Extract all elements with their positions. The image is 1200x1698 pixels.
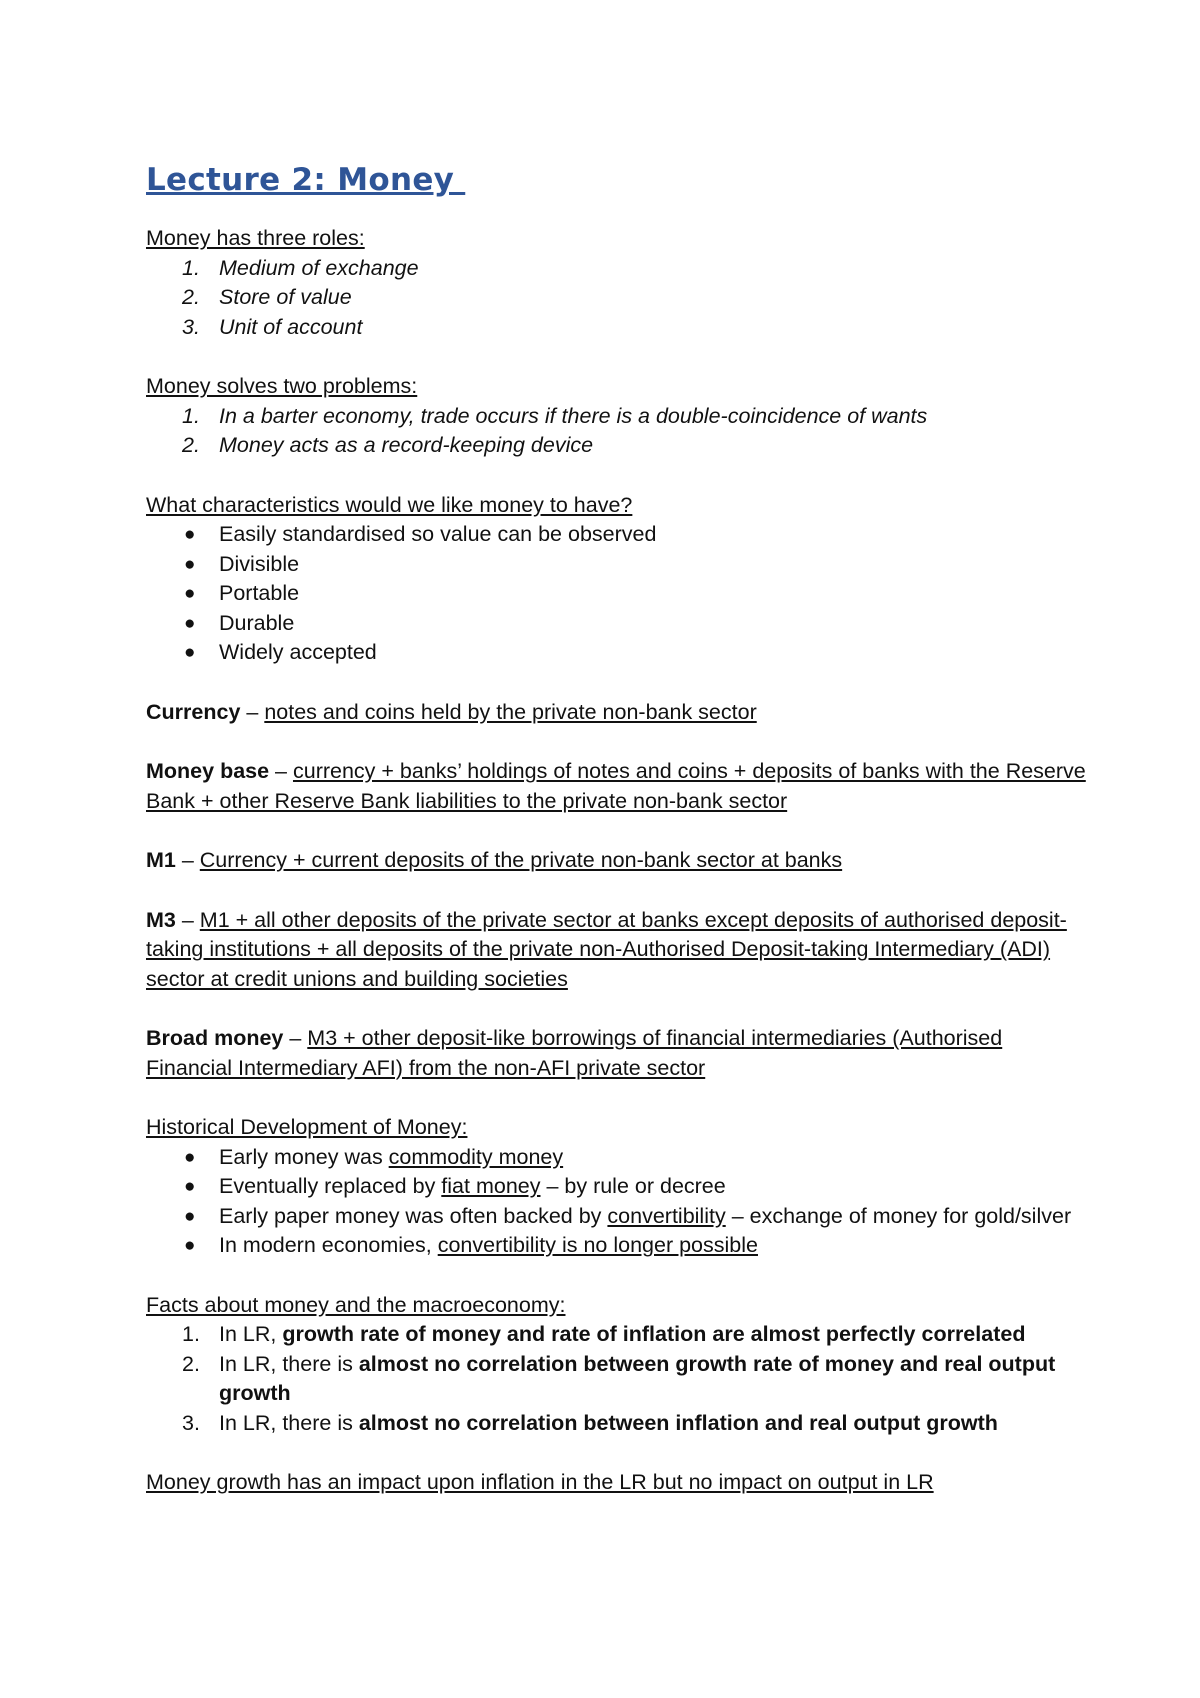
definition-separator: – (175, 907, 200, 932)
facts-heading: Facts about money and the macroeconomy: (146, 1292, 566, 1317)
list-item-emphasis: convertibility is no longer possible (437, 1233, 758, 1257)
problems-heading: Money solves two problems: (146, 374, 418, 398)
list-number: 1. (182, 255, 200, 280)
list-item (146, 1350, 1086, 1409)
list-item (146, 579, 1086, 609)
definition-text: M3 + other deposit-like borrowings of financial intermediaries (Authorised Financial Intermediary AFI) from the non-AFI private sector (146, 1026, 1003, 1080)
list-item (146, 609, 1086, 639)
list-item-text: Early paper money was often backed by (219, 1203, 608, 1228)
definition-m3 (146, 906, 1086, 995)
bullet-icon: ● (184, 553, 196, 575)
list-number: 2. (182, 285, 200, 309)
list-item-text: In LR, (219, 1322, 283, 1346)
list-item (146, 1143, 1086, 1173)
list-number: 3. (182, 1410, 200, 1435)
bullet-icon: ● (184, 1146, 196, 1168)
list-item-text: Eventually replaced by (219, 1174, 442, 1198)
definition-text: Currency + current deposits of the private non-bank sector at banks (199, 848, 843, 872)
list-item-text: Money acts as a record-keeping device (219, 433, 594, 457)
facts-list (146, 1320, 1086, 1438)
definition-term: M3 (146, 907, 176, 932)
definition-text: currency + banks’ holdings of notes and coins + deposits of banks with the Reserve Bank + other Reserve Bank liabilities to the private non-bank sector (146, 759, 1086, 813)
definition-m1 (146, 846, 1086, 876)
definition-text: M1 + all other deposits of the private sector at banks except deposits of authorised deposit-taking institutions + all deposits of the private non-Authorised Deposit-taking Intermediary (ADI) sector at credit unions and building societies (146, 907, 1067, 991)
list-item-emphasis: almost no correlation between growth rate of money and real output growth (219, 1351, 1056, 1405)
definition-broad-money (146, 1024, 1086, 1083)
roles-list (146, 254, 1086, 343)
page-title: Lecture 2: Money (146, 162, 466, 198)
list-item-text: In LR, there is (219, 1410, 359, 1435)
list-item-emphasis: almost no correlation between inflation and real output growth (358, 1410, 998, 1435)
list-item-text: – exchange of money for gold/silver (725, 1203, 1072, 1228)
list-item-text: Unit of account (219, 314, 363, 339)
characteristics-list (146, 520, 1086, 668)
definition-separator: – (269, 759, 293, 783)
list-item (146, 283, 1086, 313)
list-item-text: Store of value (219, 285, 352, 309)
list-item-text: Early money was (219, 1144, 389, 1169)
bullet-icon: ● (184, 612, 196, 634)
list-number: 2. (182, 1351, 200, 1376)
definition-separator: – (175, 848, 200, 872)
list-item-emphasis: convertibility (607, 1203, 726, 1228)
document-body (146, 160, 1086, 1498)
list-item (146, 1231, 1086, 1261)
problems-list (146, 402, 1086, 461)
list-item (146, 550, 1086, 580)
list-item-text: Widely accepted (219, 640, 377, 664)
definition-term: Broad money (146, 1026, 284, 1050)
list-item-emphasis: commodity money (388, 1144, 564, 1169)
bullet-icon: ● (184, 1235, 196, 1256)
list-item (146, 520, 1086, 550)
list-item (146, 254, 1086, 284)
bullet-icon: ● (184, 1205, 196, 1227)
list-item-text: Divisible (219, 551, 300, 576)
list-number: 1. (182, 403, 200, 428)
list-number: 2. (182, 433, 200, 457)
definition-currency (146, 698, 1086, 728)
history-list (146, 1143, 1086, 1261)
list-item (146, 1202, 1086, 1232)
definition-term: Money base (146, 759, 270, 783)
definition-term: Currency (146, 699, 241, 724)
definition-separator: – (240, 699, 265, 724)
bullet-icon: ● (184, 642, 196, 663)
list-item (146, 313, 1086, 343)
history-heading: Historical Development of Money: (146, 1115, 468, 1139)
list-item (146, 1320, 1086, 1350)
definition-separator: – (283, 1026, 308, 1050)
list-item (146, 431, 1086, 461)
roles-heading: Money has three roles: (146, 226, 365, 250)
list-item-text: In a barter economy, trade occurs if there is a double-coincidence of wants (219, 403, 928, 428)
list-item-emphasis: growth rate of money and rate of inflation are almost perfectly correlated (282, 1322, 1026, 1346)
list-number: 3. (182, 314, 200, 339)
list-item (146, 402, 1086, 432)
definition-text: notes and coins held by the private non-bank sector (264, 699, 757, 724)
list-item-text: Durable (219, 610, 295, 635)
bullet-icon: ● (184, 583, 196, 604)
list-item-text: Easily standardised so value can be observed (219, 522, 657, 546)
list-item-text: Portable (219, 581, 300, 605)
bullet-icon: ● (184, 524, 196, 545)
conclusion: Money growth has an impact upon inflation in the LR but no impact on output in LR (146, 1470, 934, 1494)
characteristics-heading: What characteristics would we like money to have? (146, 492, 633, 517)
list-item-text: – by rule or decree (540, 1174, 726, 1198)
list-number: 1. (182, 1322, 200, 1346)
list-item (146, 1409, 1086, 1439)
list-item (146, 1172, 1086, 1202)
list-item-text: Medium of exchange (219, 255, 419, 280)
definition-term: M1 (146, 848, 176, 872)
list-item (146, 638, 1086, 668)
bullet-icon: ● (184, 1176, 196, 1197)
definition-money-base (146, 757, 1086, 816)
list-item-text: In modern economies, (219, 1233, 438, 1257)
list-item-emphasis: fiat money (441, 1174, 541, 1198)
list-item-text: In LR, there is (219, 1351, 359, 1376)
